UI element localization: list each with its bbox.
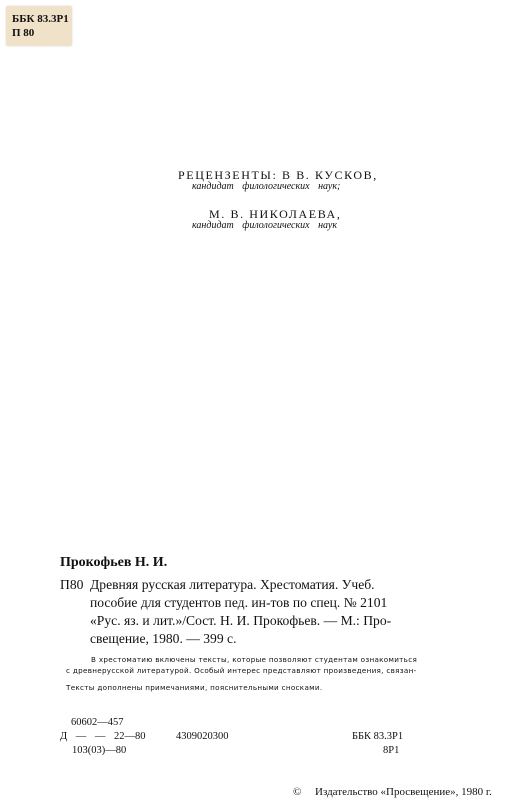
code-bottom: 103(03)—80 <box>72 745 127 756</box>
catalog-line-1: Древняя русская литература. Хрестоматия. Учеб. <box>90 577 375 592</box>
sticker-index: П 80 <box>12 27 35 39</box>
code-number: 4309020300 <box>176 731 229 742</box>
sticker-bbk: ББК 83.3Р1 <box>12 13 69 25</box>
library-sticker <box>6 6 72 46</box>
annotation-line-1: В хрестоматию включены тексты, которые позволяют студентам ознакомиться <box>91 655 418 664</box>
reviewer-2-name: М. В. НИКОЛАЕВА, <box>209 207 342 221</box>
reviewer-2-degree: кандидат филологических наук <box>192 220 338 231</box>
annotation-line-2: с древнерусской литературой. Особый интерес представляют произведения, связан- <box>66 666 417 675</box>
copyright-sign: © <box>293 786 302 798</box>
bbk-subcode: 8Р1 <box>383 745 400 756</box>
bbk-code: ББК 83.3Р1 <box>352 731 404 742</box>
catalog-author: Прокофьев Н. И. <box>60 555 168 570</box>
catalog-line-2: пособие для студентов пед. ин-тов по спец. № 2101 <box>90 595 388 610</box>
reviewer-1-degree: кандидат филологических наук; <box>192 181 341 192</box>
publisher-line: Издательство «Просвещение», 1980 г. <box>315 786 492 798</box>
catalog-index: П80 <box>60 577 84 592</box>
annotation-line-3: Тексты дополнены примечаниями, пояснительными сносками. <box>66 683 323 692</box>
code-formula: Д — — 22—80 <box>60 731 146 742</box>
catalog-line-4: свещение, 1980. — 399 с. <box>90 631 237 646</box>
reviewers-heading: РЕЦЕНЗЕНТЫ: В В. КУСКОВ, <box>178 168 378 182</box>
code-top: 60602—457 <box>71 717 124 728</box>
catalog-line-3: «Рус. яз. и лит.»/Сост. Н. И. Прокофьев. — М.: Про- <box>90 613 392 628</box>
